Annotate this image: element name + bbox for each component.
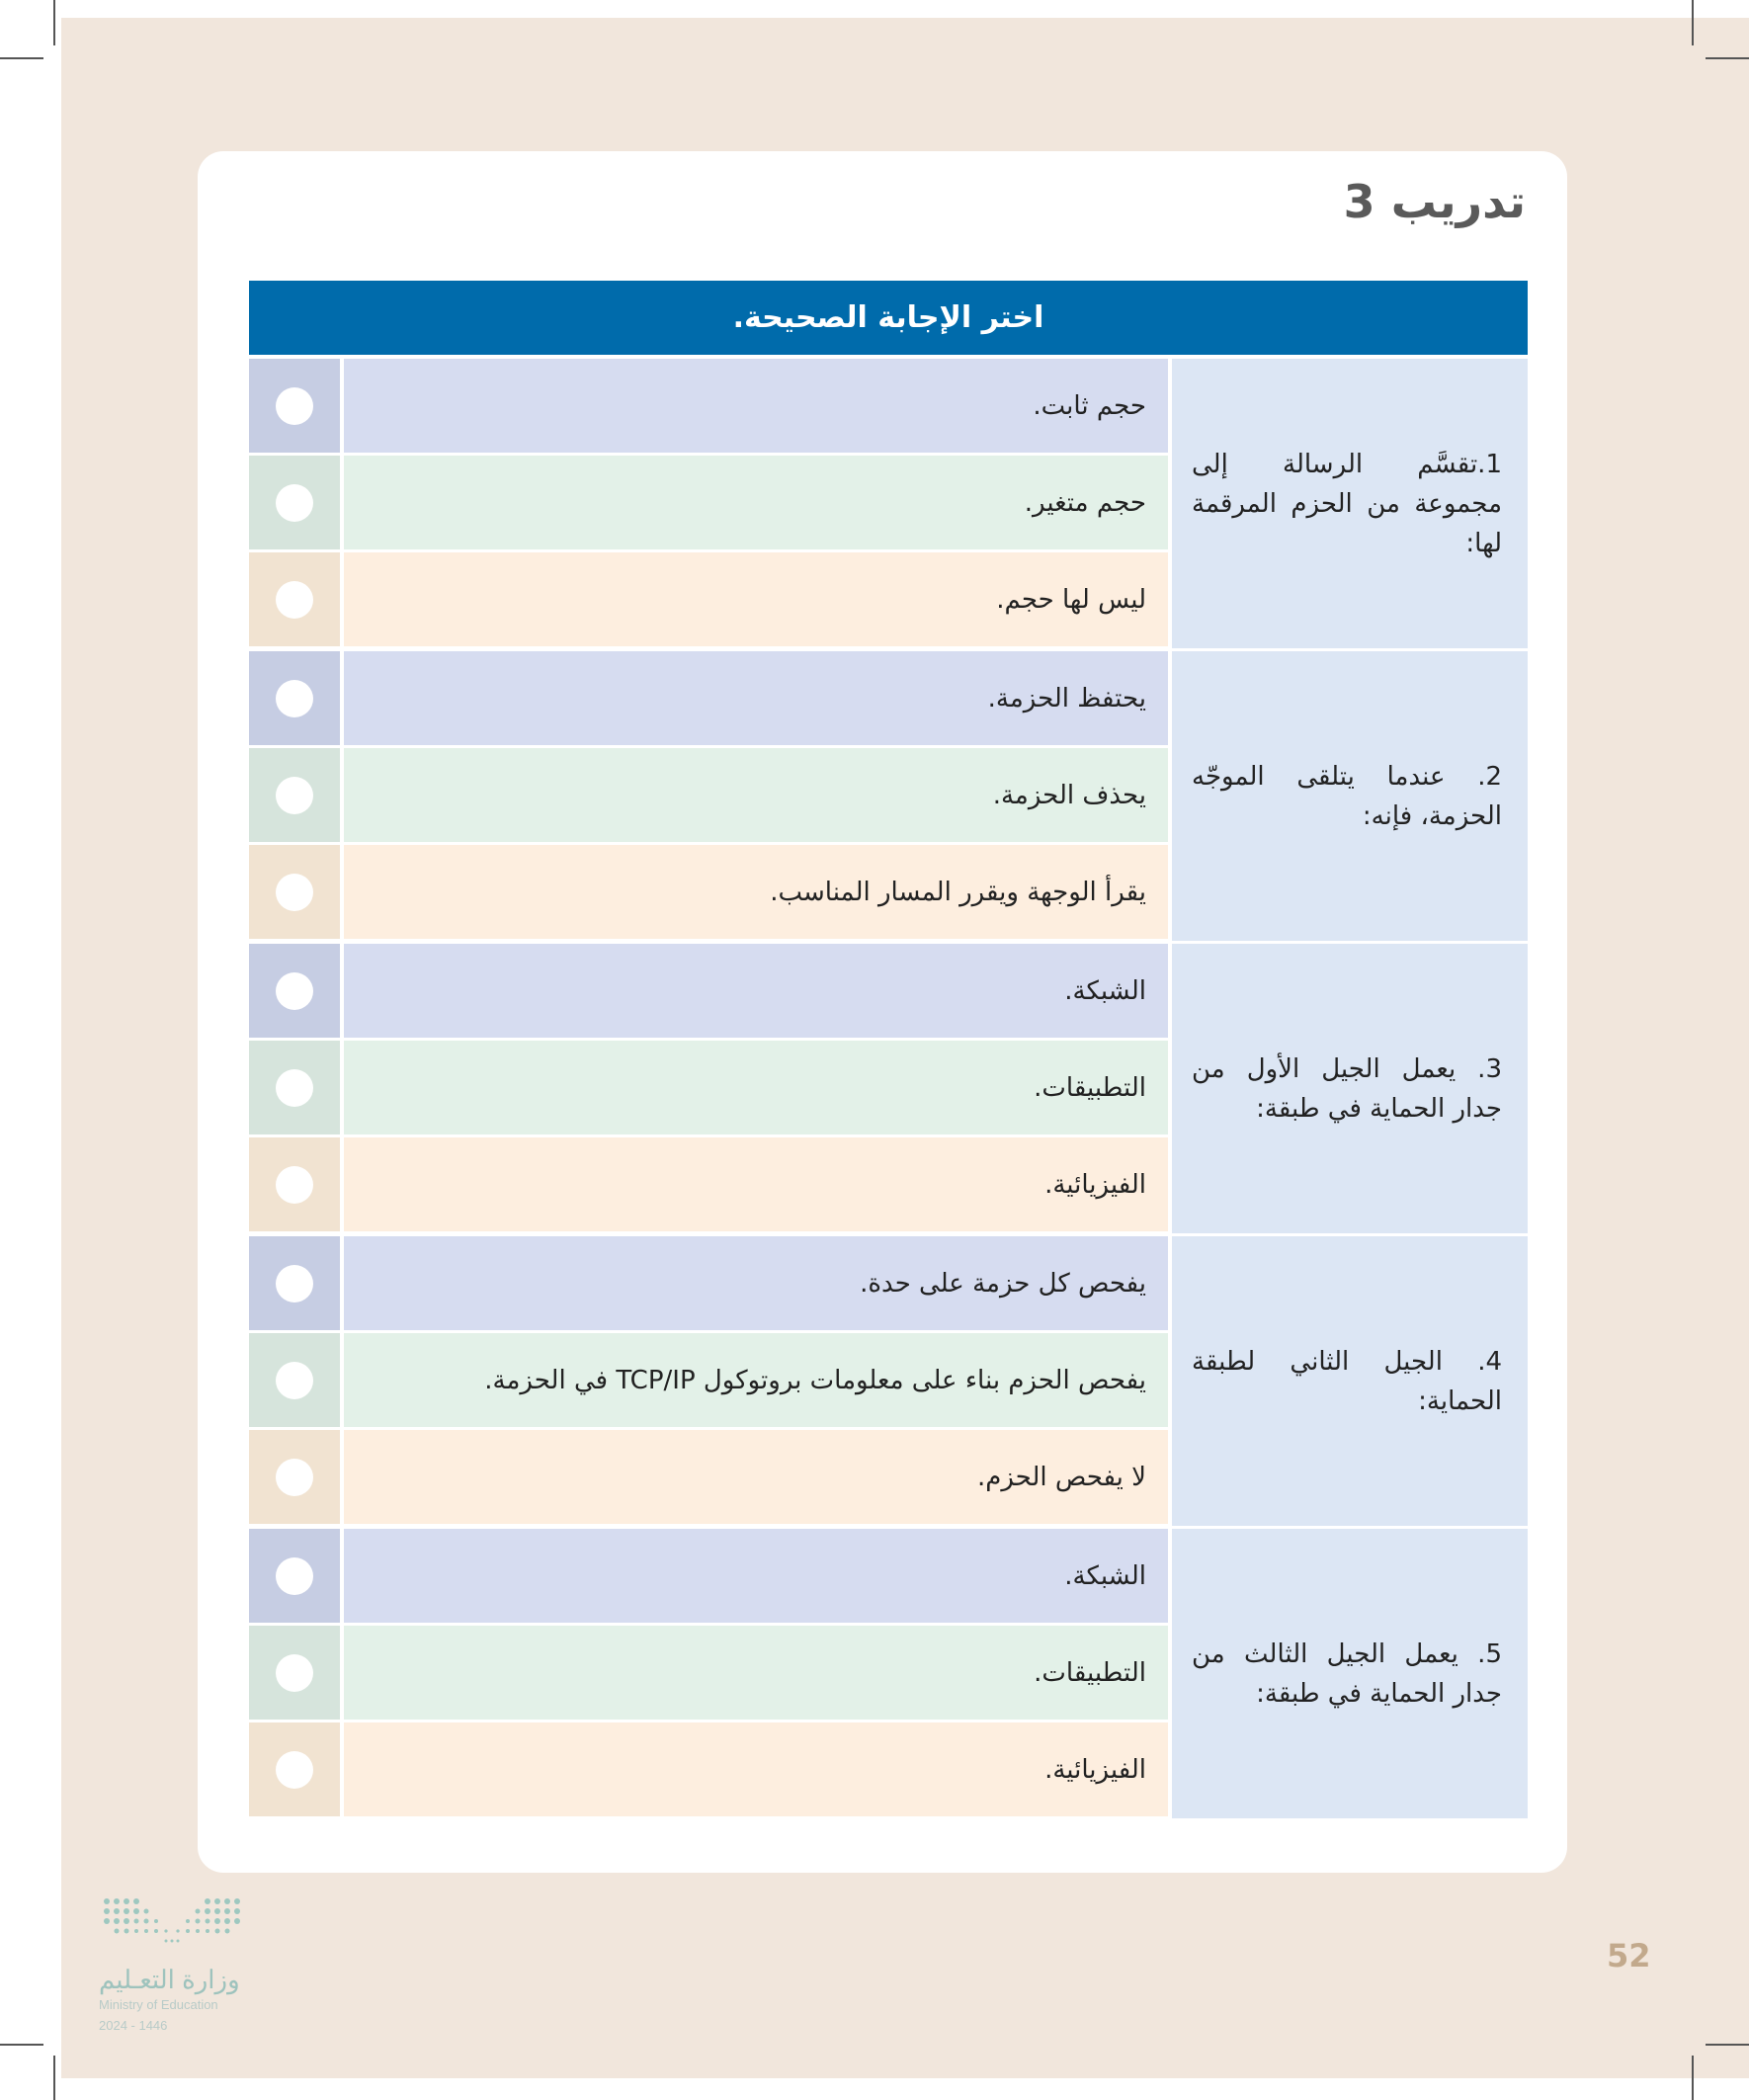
question-group-3 (249, 944, 1528, 1233)
radio-button[interactable] (249, 1626, 340, 1720)
radio-circle-icon[interactable] (276, 1459, 313, 1496)
ministry-name-arabic: وزارة التعـليم (99, 1965, 240, 1994)
option-label: التطبيقات. (344, 1041, 1168, 1134)
radio-circle-icon[interactable] (276, 581, 313, 619)
radio-circle-icon[interactable] (276, 777, 313, 814)
radio-button[interactable] (249, 359, 340, 453)
radio-circle-icon[interactable] (276, 680, 313, 717)
option-row[interactable] (249, 651, 1168, 745)
option-label: يحذف الحزمة. (344, 748, 1168, 842)
question-group-4 (249, 1236, 1528, 1526)
option-row[interactable] (249, 456, 1168, 549)
question-text: 4. الجيل الثاني لطبقة الحماية: (1192, 1346, 1502, 1416)
radio-circle-icon[interactable] (276, 1557, 313, 1595)
radio-circle-icon[interactable] (276, 387, 313, 425)
page-number: 52 (1607, 1937, 1651, 1974)
option-row[interactable] (249, 1137, 1168, 1231)
question-cell (1172, 944, 1528, 1233)
radio-button[interactable] (249, 651, 340, 745)
crop-mark (53, 0, 55, 45)
question-text: 1.تقسَّم الرسالة إلى مجموعة من الحزم المرقمة لها: (1192, 449, 1502, 558)
radio-circle-icon[interactable] (276, 1751, 313, 1789)
ministry-year: 2024 - 1446 (99, 2018, 168, 2033)
ministry-logo (99, 1895, 267, 2034)
option-label: الشبكة. (344, 1529, 1168, 1623)
option-row[interactable] (249, 359, 1168, 453)
question-text: 5. يعمل الجيل الثالث من جدار الحماية في طبقة: (1192, 1638, 1502, 1709)
crop-mark (0, 2044, 43, 2046)
option-row[interactable] (249, 1430, 1168, 1524)
ministry-dots-icon (99, 1895, 257, 1951)
option-label: يفحص الحزم بناء على معلومات بروتوكول TCP/IP في الحزمة. (344, 1333, 1168, 1427)
option-label: يفحص كل حزمة على حدة. (344, 1236, 1168, 1330)
crop-mark (1692, 0, 1694, 45)
option-row[interactable] (249, 1333, 1168, 1427)
radio-circle-icon[interactable] (276, 1265, 313, 1302)
page-title: تدريب 3 (1343, 175, 1526, 228)
option-label: يقرأ الوجهة ويقرر المسار المناسب. (344, 845, 1168, 939)
crop-mark (1692, 2056, 1694, 2100)
radio-circle-icon[interactable] (276, 1654, 313, 1692)
ministry-name-english: Ministry of Education (99, 1997, 218, 2012)
crop-mark (1706, 57, 1749, 59)
radio-button[interactable] (249, 1430, 340, 1524)
option-row[interactable] (249, 1041, 1168, 1134)
crop-mark (53, 2056, 55, 2100)
option-label: لا يفحص الحزم. (344, 1430, 1168, 1524)
crop-mark (0, 57, 43, 59)
option-row[interactable] (249, 944, 1168, 1038)
radio-circle-icon[interactable] (276, 1362, 313, 1399)
radio-button[interactable] (249, 1722, 340, 1816)
radio-circle-icon[interactable] (276, 874, 313, 911)
option-label: الفيزيائية. (344, 1137, 1168, 1231)
option-row[interactable] (249, 1529, 1168, 1623)
question-group-5 (249, 1529, 1528, 1818)
radio-button[interactable] (249, 1236, 340, 1330)
radio-button[interactable] (249, 1137, 340, 1231)
option-label: حجم متغير. (344, 456, 1168, 549)
radio-button[interactable] (249, 1041, 340, 1134)
radio-button[interactable] (249, 1333, 340, 1427)
question-text: 2. عندما يتلقى الموجّه الحزمة، فإنه: (1192, 761, 1502, 831)
question-cell (1172, 1529, 1528, 1818)
option-label: الفيزيائية. (344, 1722, 1168, 1816)
radio-button[interactable] (249, 944, 340, 1038)
radio-circle-icon[interactable] (276, 1069, 313, 1107)
option-label: يحتفظ الحزمة. (344, 651, 1168, 745)
option-label: الشبكة. (344, 944, 1168, 1038)
option-row[interactable] (249, 552, 1168, 646)
exercise-card (198, 151, 1567, 1873)
radio-button[interactable] (249, 845, 340, 939)
question-text: 3. يعمل الجيل الأول من جدار الحماية في طبقة: (1192, 1053, 1502, 1124)
option-row[interactable] (249, 1626, 1168, 1720)
crop-mark (1706, 2044, 1749, 2046)
question-cell (1172, 1236, 1528, 1526)
question-group-2 (249, 651, 1528, 941)
option-label: التطبيقات. (344, 1626, 1168, 1720)
option-label: ليس لها حجم. (344, 552, 1168, 646)
radio-button[interactable] (249, 748, 340, 842)
radio-circle-icon[interactable] (276, 1166, 313, 1204)
option-row[interactable] (249, 1236, 1168, 1330)
radio-circle-icon[interactable] (276, 972, 313, 1010)
question-cell (1172, 359, 1528, 648)
option-row[interactable] (249, 1722, 1168, 1816)
option-label: حجم ثابت. (344, 359, 1168, 453)
radio-button[interactable] (249, 552, 340, 646)
radio-button[interactable] (249, 1529, 340, 1623)
instruction-header: اختر الإجابة الصحيحة. (249, 281, 1528, 355)
question-group-1 (249, 359, 1528, 648)
radio-circle-icon[interactable] (276, 484, 313, 522)
option-row[interactable] (249, 748, 1168, 842)
option-row[interactable] (249, 845, 1168, 939)
radio-button[interactable] (249, 456, 340, 549)
question-cell (1172, 651, 1528, 941)
